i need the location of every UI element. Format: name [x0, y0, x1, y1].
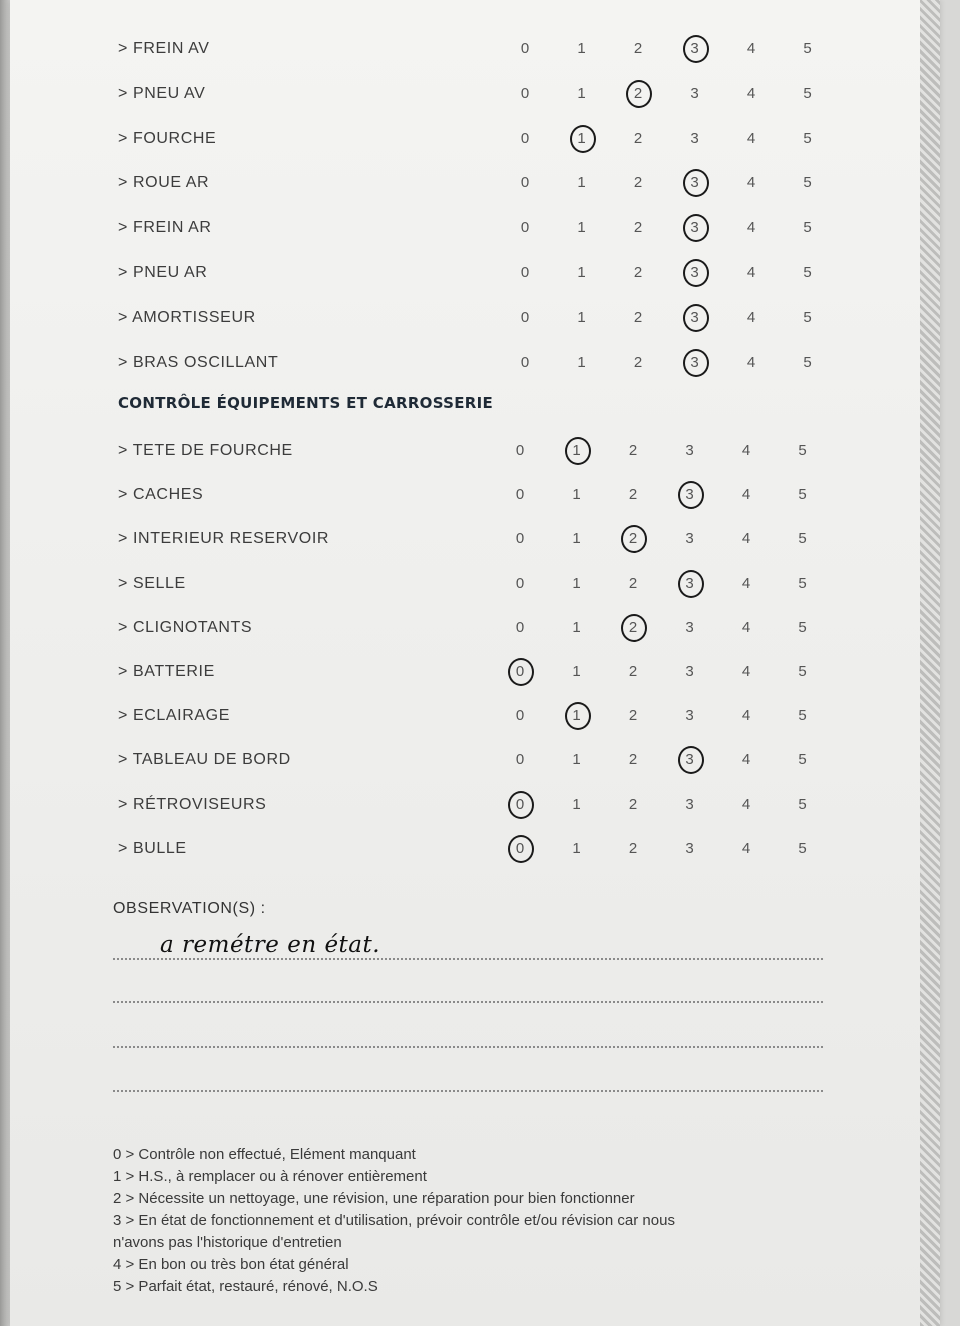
checklist-item-label: > TETE DE FOURCHE — [118, 442, 293, 459]
checklist-item-label: > ECLAIRAGE — [118, 707, 230, 725]
score-option[interactable]: 0 — [515, 530, 525, 548]
checklist-item-label: > BRAS OSCILLANT — [118, 353, 279, 371]
score-option[interactable]: 5 — [798, 751, 807, 769]
score-option[interactable]: 1 — [572, 839, 581, 857]
score-option-circled[interactable]: 1 — [563, 707, 591, 724]
score-option[interactable]: 0 — [520, 129, 530, 147]
score-option[interactable]: 5 — [798, 795, 807, 813]
score-option[interactable]: 5 — [798, 663, 807, 680]
checklist-row — [10, 260, 940, 290]
score-option-circled[interactable]: 0 — [506, 663, 534, 680]
section-title: CONTRÔLE ÉQUIPEMENTS ET CARROSSERIE — [118, 394, 494, 412]
score-option[interactable]: 0 — [520, 84, 530, 102]
score-option[interactable]: 1 — [577, 353, 586, 371]
score-option[interactable]: 2 — [628, 663, 638, 680]
score-option-circled[interactable]: 0 — [506, 840, 534, 857]
score-option[interactable]: 0 — [515, 751, 525, 769]
score-option-circled[interactable]: 2 — [624, 85, 652, 102]
score-option[interactable]: 0 — [520, 40, 530, 57]
score-option[interactable]: 1 — [572, 486, 581, 504]
score-option[interactable]: 2 — [633, 353, 643, 371]
inspection-sheet — [10, 0, 940, 1326]
score-option[interactable]: 3 — [685, 839, 694, 857]
score-option-circled[interactable]: 3 — [681, 219, 709, 236]
score-option[interactable]: 0 — [520, 219, 530, 237]
checklist-row — [10, 36, 940, 66]
score-option[interactable]: 4 — [741, 442, 751, 459]
score-option[interactable]: 0 — [520, 174, 530, 192]
legend-line: n'avons pas l'historique d'entretien — [113, 1234, 342, 1251]
score-option[interactable]: 5 — [798, 839, 807, 857]
checklist-row — [10, 305, 940, 335]
score-option[interactable]: 4 — [746, 129, 756, 147]
score-option[interactable]: 3 — [685, 707, 694, 725]
score-option[interactable]: 2 — [633, 40, 643, 57]
legend-line: 4 > En bon ou très bon état général — [113, 1256, 349, 1273]
score-option[interactable]: 2 — [628, 574, 638, 592]
legend-line: 1 > H.S., à remplacer ou à rénover entièrement — [113, 1168, 427, 1185]
checklist-row — [10, 438, 940, 468]
observations-title: OBSERVATION(S) : — [113, 900, 266, 917]
score-option[interactable]: 0 — [520, 353, 530, 371]
checklist-row — [10, 170, 940, 200]
score-option[interactable]: 5 — [803, 353, 812, 371]
score-option[interactable]: 4 — [741, 663, 751, 680]
score-option[interactable]: 5 — [803, 84, 812, 102]
legend-line: 0 > Contrôle non effectué, Elément manquant — [113, 1146, 416, 1163]
score-option[interactable]: 1 — [572, 751, 581, 769]
score-option[interactable]: 5 — [798, 574, 807, 592]
score-option[interactable]: 1 — [577, 308, 586, 326]
checklist-row — [10, 526, 940, 556]
score-option[interactable]: 1 — [572, 618, 581, 636]
score-option[interactable]: 3 — [685, 442, 694, 459]
score-option[interactable]: 5 — [798, 486, 807, 504]
legend-line: 3 > En état de fonctionnement et d'utilisation, prévoir contrôle et/ou révision car nous — [113, 1212, 675, 1229]
score-option[interactable]: 2 — [628, 795, 638, 813]
checklist-item-label: > RÉTROVISEURS — [118, 795, 267, 813]
score-option[interactable]: 5 — [798, 530, 807, 548]
checklist-item-label: > FREIN AR — [118, 219, 212, 237]
checklist-row — [10, 615, 940, 645]
checklist-row — [10, 81, 940, 111]
score-option-circled[interactable]: 3 — [681, 354, 709, 371]
score-option[interactable]: 5 — [803, 174, 812, 192]
score-option[interactable]: 0 — [515, 707, 525, 725]
score-option[interactable]: 4 — [741, 486, 751, 504]
score-option[interactable]: 0 — [520, 308, 530, 326]
score-option-circled[interactable]: 3 — [681, 309, 709, 326]
score-option[interactable]: 2 — [628, 442, 638, 459]
score-option[interactable]: 2 — [628, 751, 638, 769]
score-option[interactable]: 0 — [520, 264, 530, 281]
checklist-item-label: > AMORTISSEUR — [118, 308, 256, 326]
score-option[interactable]: 4 — [746, 264, 756, 281]
score-option-circled[interactable]: 3 — [676, 751, 704, 768]
checklist-row — [10, 482, 940, 512]
checklist-item-label: > PNEU AV — [118, 84, 206, 102]
score-option[interactable]: 3 — [690, 129, 699, 147]
score-option[interactable]: 4 — [741, 839, 751, 857]
score-option[interactable]: 3 — [690, 84, 699, 102]
score-option[interactable]: 4 — [741, 530, 751, 548]
score-option-circled[interactable]: 3 — [681, 264, 709, 281]
score-option[interactable]: 4 — [746, 40, 756, 57]
observation-line — [113, 1046, 823, 1048]
score-option[interactable]: 1 — [572, 663, 581, 680]
score-option[interactable]: 3 — [685, 795, 694, 813]
checklist-item-label: > SELLE — [118, 574, 186, 592]
checklist-item-label: > FOURCHE — [118, 129, 217, 147]
score-option-circled[interactable]: 3 — [681, 40, 709, 57]
checklist-row — [10, 747, 940, 777]
score-option[interactable]: 2 — [633, 219, 643, 237]
score-option[interactable]: 4 — [746, 308, 756, 326]
checklist-row — [10, 350, 940, 380]
checklist-item-label: > FREIN AV — [118, 40, 210, 57]
score-option[interactable]: 1 — [572, 795, 581, 813]
score-option[interactable]: 0 — [515, 574, 525, 592]
checklist-item-label: > BULLE — [118, 839, 187, 857]
score-option[interactable]: 0 — [515, 618, 525, 636]
score-option[interactable]: 1 — [572, 530, 581, 548]
checklist-row — [10, 703, 940, 733]
score-option[interactable]: 1 — [577, 174, 586, 192]
score-option-circled[interactable]: 3 — [676, 486, 704, 503]
checklist-item-label: > PNEU AR — [118, 264, 208, 281]
score-option-circled[interactable]: 3 — [676, 575, 704, 592]
score-option[interactable]: 4 — [746, 84, 756, 102]
score-option[interactable]: 5 — [803, 129, 812, 147]
score-option[interactable]: 2 — [628, 707, 638, 725]
score-option[interactable]: 5 — [798, 442, 807, 459]
score-option-circled[interactable]: 2 — [619, 619, 647, 636]
score-option[interactable]: 4 — [741, 795, 751, 813]
score-option[interactable]: 4 — [746, 219, 756, 237]
score-option[interactable]: 5 — [803, 264, 812, 281]
checklist-row — [10, 659, 940, 689]
score-option[interactable]: 0 — [515, 442, 525, 459]
checklist-item-label: > ROUE AR — [118, 174, 210, 192]
score-option[interactable]: 3 — [685, 618, 694, 636]
page-edge-left — [0, 0, 10, 1326]
score-option[interactable]: 5 — [803, 40, 812, 57]
checklist-row — [10, 836, 940, 866]
legend-line: 5 > Parfait état, restauré, rénové, N.O.S — [113, 1278, 378, 1295]
score-option[interactable]: 4 — [741, 618, 751, 636]
checklist-item-label: > CLIGNOTANTS — [118, 618, 253, 636]
score-option[interactable]: 2 — [628, 486, 638, 504]
score-option[interactable]: 4 — [746, 174, 756, 192]
score-option[interactable]: 2 — [628, 839, 638, 857]
checklist-item-label: > BATTERIE — [118, 663, 215, 680]
observations-handwritten-note: a remétre en état. — [160, 932, 381, 958]
score-option[interactable]: 1 — [577, 264, 586, 281]
score-option-circled[interactable]: 1 — [568, 130, 596, 147]
checklist-row — [10, 215, 940, 245]
score-option-circled[interactable]: 3 — [681, 174, 709, 191]
rating-legend — [113, 1144, 833, 1298]
checklist-item-label: > CACHES — [118, 486, 204, 504]
score-option[interactable]: 2 — [633, 308, 643, 326]
score-option[interactable]: 2 — [633, 264, 643, 281]
score-option[interactable]: 4 — [746, 353, 756, 371]
score-option[interactable]: 5 — [798, 707, 807, 725]
score-option[interactable]: 5 — [798, 618, 807, 636]
score-option[interactable]: 1 — [577, 84, 586, 102]
score-option[interactable]: 2 — [633, 129, 643, 147]
checklist-row — [10, 126, 940, 156]
score-option-circled[interactable]: 1 — [563, 442, 591, 459]
legend-line: 2 > Nécessite un nettoyage, une révision, une réparation pour bien fonctionner — [113, 1190, 635, 1207]
score-option[interactable]: 4 — [741, 574, 751, 592]
score-option[interactable]: 4 — [741, 707, 751, 725]
observation-line — [113, 958, 823, 960]
score-option[interactable]: 1 — [572, 574, 581, 592]
score-option-circled[interactable]: 2 — [619, 530, 647, 547]
score-option-circled[interactable]: 0 — [506, 796, 534, 813]
checklist-item-label: > TABLEAU DE BORD — [118, 751, 291, 769]
score-option[interactable]: 3 — [685, 663, 694, 680]
score-option[interactable]: 5 — [803, 308, 812, 326]
checklist-row — [10, 792, 940, 822]
score-option[interactable]: 3 — [685, 530, 694, 548]
score-option[interactable]: 4 — [741, 751, 751, 769]
score-option[interactable]: 2 — [633, 174, 643, 192]
score-option[interactable]: 1 — [577, 219, 586, 237]
observation-line — [113, 1001, 823, 1003]
checklist-item-label: > INTERIEUR RESERVOIR — [118, 530, 330, 548]
score-option[interactable]: 0 — [515, 486, 525, 504]
checklist-row — [10, 571, 940, 601]
score-option[interactable]: 5 — [803, 219, 812, 237]
observation-line — [113, 1090, 823, 1092]
score-option[interactable]: 1 — [577, 40, 586, 57]
